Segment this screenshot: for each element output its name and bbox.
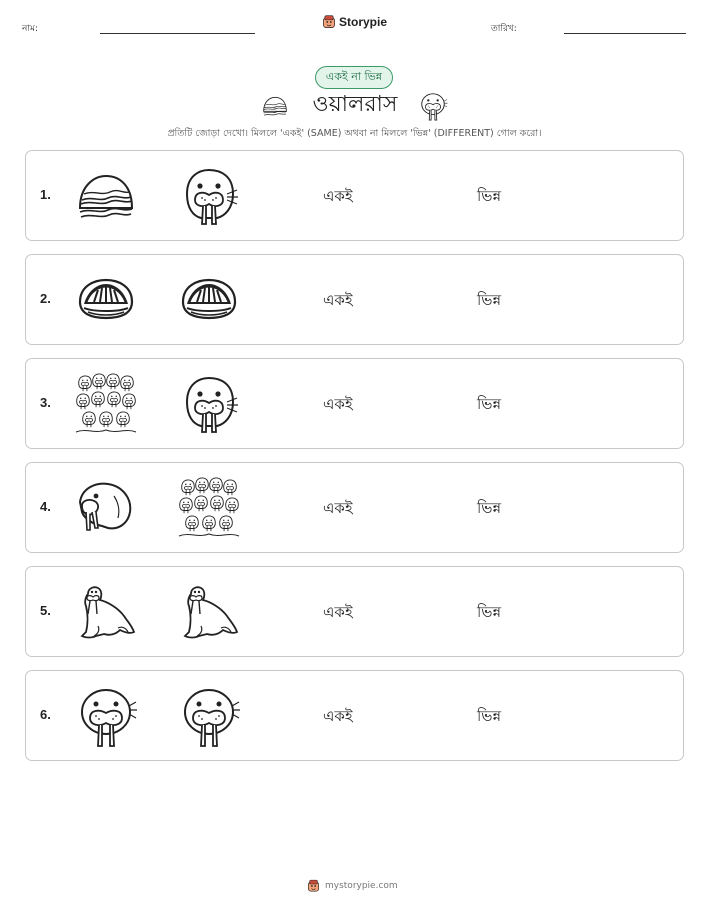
option-same[interactable]: একই bbox=[323, 395, 353, 413]
question-row bbox=[25, 566, 684, 657]
storypie-mascot-icon bbox=[322, 14, 336, 30]
walrus-side-head-icon bbox=[73, 476, 139, 540]
walrus-face-icon bbox=[176, 164, 242, 228]
option-same[interactable]: একই bbox=[323, 291, 353, 309]
footer-site[interactable]: mystorypie.com bbox=[325, 881, 398, 891]
walrus-round-face-icon bbox=[176, 684, 242, 748]
date-write-line[interactable] bbox=[564, 33, 686, 34]
title-walrus-face-icon bbox=[418, 91, 448, 121]
walrus-body-icon bbox=[73, 580, 139, 644]
title-sand-mound-icon bbox=[258, 92, 292, 120]
option-different[interactable]: ভিন্ন bbox=[477, 395, 502, 413]
date-label: তারিখ: bbox=[491, 24, 517, 34]
walrus-herd-icon bbox=[176, 476, 242, 540]
name-label: নাম: bbox=[22, 24, 39, 34]
option-same[interactable]: একই bbox=[323, 603, 353, 621]
option-same[interactable]: একই bbox=[323, 707, 353, 725]
clam-shell-icon bbox=[73, 268, 139, 332]
question-number: 2. bbox=[40, 291, 51, 306]
name-write-line[interactable] bbox=[100, 33, 255, 34]
option-different[interactable]: ভিন্ন bbox=[477, 603, 502, 621]
option-same[interactable]: একই bbox=[323, 187, 353, 205]
walrus-face-icon bbox=[176, 372, 242, 436]
walrus-body-icon bbox=[176, 580, 242, 644]
question-number: 3. bbox=[40, 395, 51, 410]
brand-name: Storypie bbox=[339, 15, 388, 29]
question-row bbox=[25, 462, 684, 553]
option-same[interactable]: একই bbox=[323, 499, 353, 517]
option-different[interactable]: ভিন্ন bbox=[477, 707, 502, 725]
question-row bbox=[25, 150, 684, 241]
question-number: 4. bbox=[40, 499, 51, 514]
question-number: 6. bbox=[40, 707, 51, 722]
storypie-mascot-icon bbox=[307, 879, 320, 893]
brand-logo bbox=[322, 12, 387, 32]
question-row bbox=[25, 254, 684, 345]
question-row bbox=[25, 358, 684, 449]
question-number: 1. bbox=[40, 187, 51, 202]
option-different[interactable]: ভিন্ন bbox=[477, 291, 502, 309]
clam-shell-icon bbox=[176, 268, 242, 332]
question-row bbox=[25, 670, 684, 761]
footer bbox=[307, 879, 398, 893]
walrus-round-face-icon bbox=[73, 684, 139, 748]
sand-mound-icon bbox=[73, 164, 139, 228]
option-different[interactable]: ভিন্ন bbox=[477, 187, 502, 205]
option-different[interactable]: ভিন্ন bbox=[477, 499, 502, 517]
instructions: প্রতিটি জোড়া দেখো। মিললে 'একই' (SAME) অথবা না মিললে 'ভিন্ন' (DIFFERENT) গোল করো। bbox=[167, 128, 542, 139]
walrus-herd-icon bbox=[73, 372, 139, 436]
question-number: 5. bbox=[40, 603, 51, 618]
worksheet-title: ওয়ালরাস bbox=[312, 92, 398, 117]
worksheet-type-badge: একই না ভিন্ন bbox=[315, 66, 393, 89]
